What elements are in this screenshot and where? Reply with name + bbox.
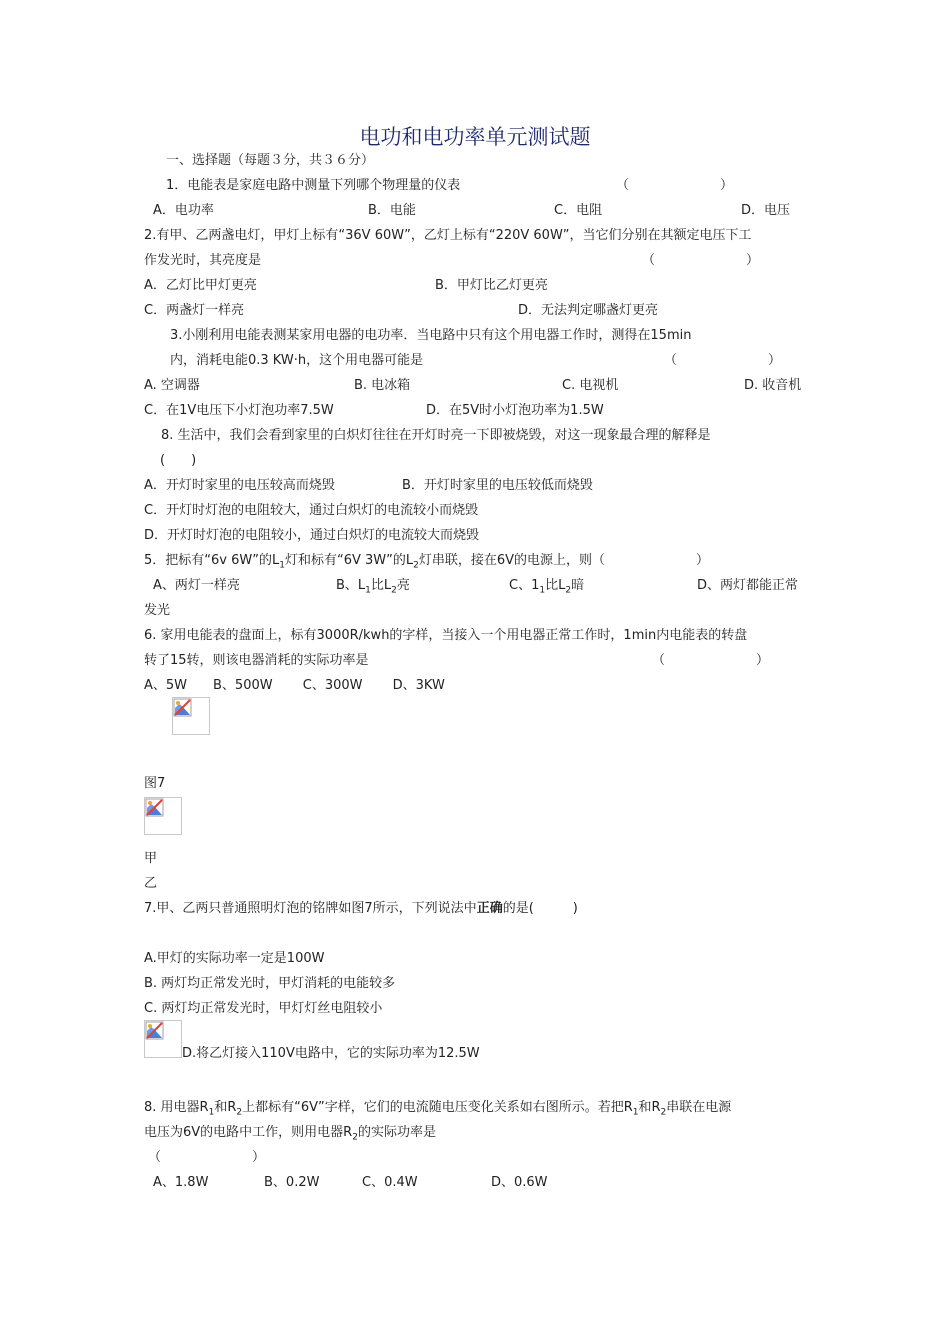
q1-answer-paren: （ ） (616, 178, 734, 193)
q4-option-a: A．开灯时家里的电压较高而烧毁 (144, 478, 335, 493)
q2-stem-line2: 作发光时，其亮度是 (144, 253, 262, 268)
q1-option-b: B．电能 (368, 203, 416, 218)
q4-option-d: D．开灯时灯泡的电阻较小，通过白炽灯的电流较大而烧毁 (144, 528, 480, 543)
q8-stem-line1: 8. 用电器$R_1$和$R_2$上都标有“6V”字样，它们的电流随电压变化关系如右图所示。若把$R_1$和$R_2$串联在电源 (144, 1100, 732, 1118)
label-jia: 甲 (144, 851, 158, 866)
q1-option-a: A．电功率 (153, 203, 214, 218)
q3-option-d: D. 收音机 (744, 378, 802, 393)
q5-stem: 5．把标有“6v 6W”的$L_1$灯和标有“6V 3W”的$L_2$灯串联，接在6V的电源上，则（ ） (144, 553, 709, 571)
q2-option-b: B．甲灯比乙灯更亮 (435, 278, 548, 293)
q1-option-c: C．电阻 (554, 203, 603, 218)
extra-option-d: D．在5V时小灯泡功率为1.5W (426, 403, 604, 418)
q5-option-d: D、两灯都能正常 (697, 578, 799, 593)
q3-option-b: B. 电冰箱 (354, 378, 411, 393)
q2-option-c: C．两盏灯一样亮 (144, 303, 245, 318)
q5-option-a: A、两灯一样亮 (153, 578, 240, 593)
q2-stem-line1: 2.有甲、乙两盏电灯，甲灯上标有“36V 60W”，乙灯上标有“220V 60W”，当它们分别在其额定电压下工 (144, 228, 752, 243)
q8-option-c: C、0.4W (362, 1175, 418, 1190)
q2-option-a: A．乙灯比甲灯更亮 (144, 278, 257, 293)
q2-option-d: D．无法判定哪盏灯更亮 (518, 303, 659, 318)
q6-options: A、5W B、500W C、300W D、3KW (144, 678, 445, 693)
q4-answer-paren: ( ) (160, 453, 197, 468)
q4-option-c: C．开灯时灯泡的电阻较大，通过白炽灯的电流较小而烧毁 (144, 503, 479, 518)
q6-stem-line1: 6. 家用电能表的盘面上，标有3000R/kwh的字样，当接入一个用电器正常工作时，1min内电能表的转盘 (144, 628, 748, 643)
q8-option-b: B、0.2W (264, 1175, 320, 1190)
section-heading: 一、选择题（每题３分，共３６分） (166, 153, 375, 168)
q4-stem: 8. 生活中，我们会看到家里的白炽灯往往在开灯时亮一下即被烧毁，对这一现象最合理的解释是 (161, 428, 711, 443)
q5-option-b: B、$L_1$比$L_2$亮 (336, 578, 410, 596)
q8-answer-paren: （ ） (148, 1150, 266, 1165)
q7-option-c: C. 两灯均正常发光时，甲灯灯丝电阻较小 (144, 1001, 383, 1016)
q5-option-d-cont: 发光 (144, 603, 171, 618)
q7-stem: 7.甲、乙两只普通照明灯泡的铭牌如图7所示，下列说法中正确的是( ) (144, 901, 578, 916)
broken-image-icon (144, 797, 182, 835)
q3-stem-line2: 内，消耗电能0.3 KW·h，这个用电器可能是 (170, 353, 424, 368)
extra-option-c: C．在1V电压下小灯泡功率7.5W (144, 403, 334, 418)
q1-stem: 1．电能表是家庭电路中测量下列哪个物理量的仪表 (166, 178, 461, 193)
q3-answer-paren: （ ） (664, 353, 782, 368)
q5-option-c: C、$1_1$比$L_2$暗 (509, 578, 585, 596)
figure-7-label: 图7 (144, 776, 166, 791)
q8-stem-line2: 电压为6V的电路中工作，则用电器$R_2$的实际功率是 (144, 1125, 436, 1143)
broken-image-icon (172, 697, 210, 735)
q7-option-b: B. 两灯均正常发光时，甲灯消耗的电能较多 (144, 976, 396, 991)
q8-option-d: D、0.6W (491, 1175, 548, 1190)
q7-option-d: D.将乙灯接入110V电路中，它的实际功率为12.5W (182, 1046, 480, 1061)
q2-answer-paren: （ ） (642, 253, 760, 268)
q1-option-d: D．电压 (741, 203, 791, 218)
q4-option-b: B．开灯时家里的电压较低而烧毁 (402, 478, 593, 493)
broken-image-icon (144, 1020, 182, 1058)
q7-option-a: A.甲灯的实际功率一定是100W (144, 951, 325, 966)
q3-stem-line1: 3.小刚利用电能表测某家用电器的电功率．当电路中只有这个用电器工作时，测得在15min (170, 328, 692, 343)
q6-answer-paren: （ ） (652, 653, 770, 668)
label-yi: 乙 (144, 876, 158, 891)
q3-option-a: A. 空调器 (144, 378, 200, 393)
page-title: 电功和电功率单元测试题 (359, 125, 591, 149)
q6-stem-line2: 转了15转，则该电器消耗的实际功率是 (144, 653, 369, 668)
q3-option-c: C. 电视机 (562, 378, 619, 393)
q8-option-a: A、1.8W (153, 1175, 209, 1190)
